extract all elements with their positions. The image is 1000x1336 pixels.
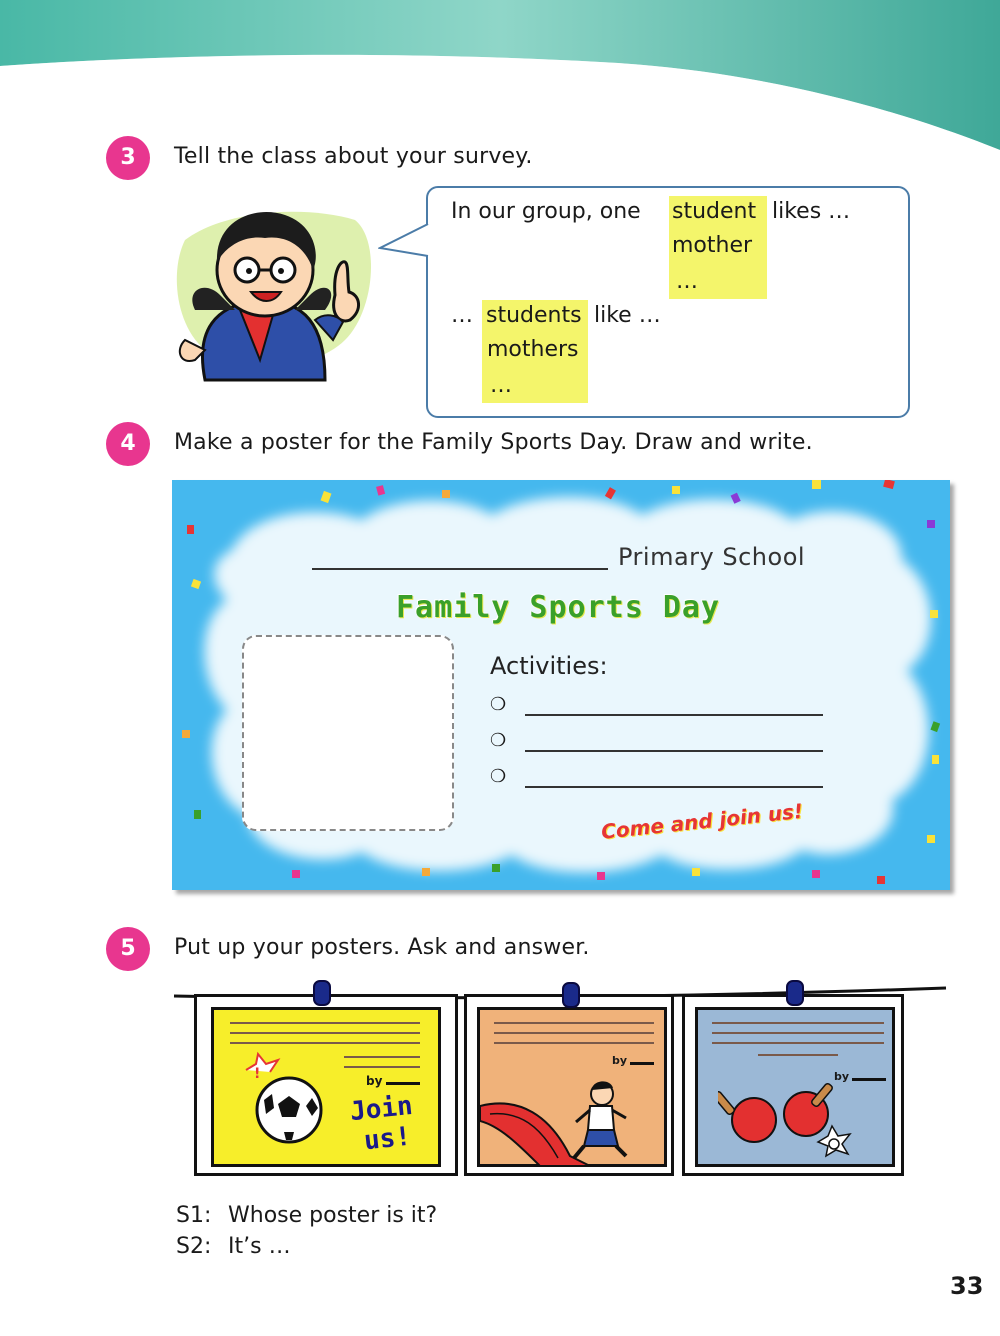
hanging-poster-2 — [464, 994, 674, 1176]
pin-icon — [313, 980, 331, 1006]
bubble-word-students: students — [486, 303, 582, 328]
poster-title: Family Sports Day — [396, 590, 721, 625]
text-line — [344, 1066, 420, 1068]
text-line — [494, 1042, 654, 1044]
bubble-word-mothers: mothers — [487, 337, 579, 362]
header-wave-decoration — [0, 0, 1000, 160]
bubble-line1-start: In our group, one — [451, 199, 641, 224]
exercise-4-instruction: Make a poster for the Family Sports Day. Draw and write. — [174, 430, 813, 455]
poster-slogan: Come and join us! — [600, 798, 805, 844]
dialogue-speaker-2: S2: — [176, 1234, 212, 1259]
school-name-blank[interactable] — [312, 568, 608, 570]
poster-1-by: by — [366, 1074, 383, 1088]
text-line — [758, 1054, 838, 1056]
primary-school-label: Primary School — [618, 543, 806, 571]
hanging-poster-1 — [194, 994, 458, 1176]
dialogue-speaker-1: S1: — [176, 1203, 212, 1228]
name-line — [630, 1062, 654, 1065]
pin-icon — [562, 982, 580, 1008]
bubble-word-student: student — [672, 199, 757, 224]
speech-bubble-tail — [378, 222, 430, 262]
activity-bullet-2: ❍ — [490, 730, 507, 751]
poster-1-paper — [211, 1007, 441, 1167]
exercise-number-4: 4 — [106, 422, 150, 466]
running-boy-icon — [480, 1066, 670, 1166]
page-number: 33 — [950, 1272, 984, 1300]
text-line — [344, 1056, 420, 1058]
text-line — [230, 1022, 420, 1024]
boy-with-glasses-illustration — [165, 200, 390, 385]
poster-1-text-us: us! — [362, 1121, 413, 1157]
exercise-5-instruction: Put up your posters. Ask and answer. — [174, 935, 590, 960]
text-line — [712, 1022, 884, 1024]
family-sports-day-poster — [172, 480, 950, 890]
activities-label: Activities: — [490, 652, 608, 680]
soccer-ball-icon — [234, 1050, 334, 1150]
poster-2-by: by — [612, 1054, 628, 1067]
poster-3-paper — [695, 1007, 895, 1167]
dialogue-line-1: Whose poster is it? — [228, 1203, 438, 1228]
poster-1-text-join: Join — [348, 1090, 415, 1128]
exercise-number-5: 5 — [106, 927, 150, 971]
bubble-alt2-more: … — [490, 373, 512, 398]
text-line — [712, 1042, 884, 1044]
svg-text:!: ! — [254, 1066, 261, 1082]
text-line — [230, 1032, 420, 1034]
text-line — [712, 1032, 884, 1034]
drawing-area[interactable] — [242, 635, 454, 831]
dialogue-line-2: It’s … — [228, 1234, 291, 1259]
activity-bullet-3: ❍ — [490, 766, 507, 787]
text-line — [494, 1022, 654, 1024]
text-line — [230, 1042, 420, 1044]
pin-icon — [786, 980, 804, 1006]
bubble-line1-end: likes … — [772, 199, 851, 224]
bubble-word-mother: mother — [672, 233, 753, 258]
activity-blank-1[interactable] — [525, 714, 823, 716]
exercise-number-3: 3 — [106, 136, 150, 180]
text-line — [494, 1032, 654, 1034]
name-line — [386, 1082, 420, 1085]
hanging-poster-3 — [682, 994, 904, 1176]
bubble-line2-end: like … — [594, 303, 661, 328]
activity-blank-3[interactable] — [525, 786, 823, 788]
activity-bullet-1: ❍ — [490, 694, 507, 715]
ping-pong-paddles-icon — [718, 1080, 888, 1170]
bubble-alt1-more: … — [676, 269, 698, 294]
bubble-line2-start: … — [451, 303, 473, 328]
activity-blank-2[interactable] — [525, 750, 823, 752]
poster-3-by: by — [834, 1070, 850, 1083]
exercise-3-instruction: Tell the class about your survey. — [174, 144, 533, 169]
poster-2-paper — [477, 1007, 667, 1167]
